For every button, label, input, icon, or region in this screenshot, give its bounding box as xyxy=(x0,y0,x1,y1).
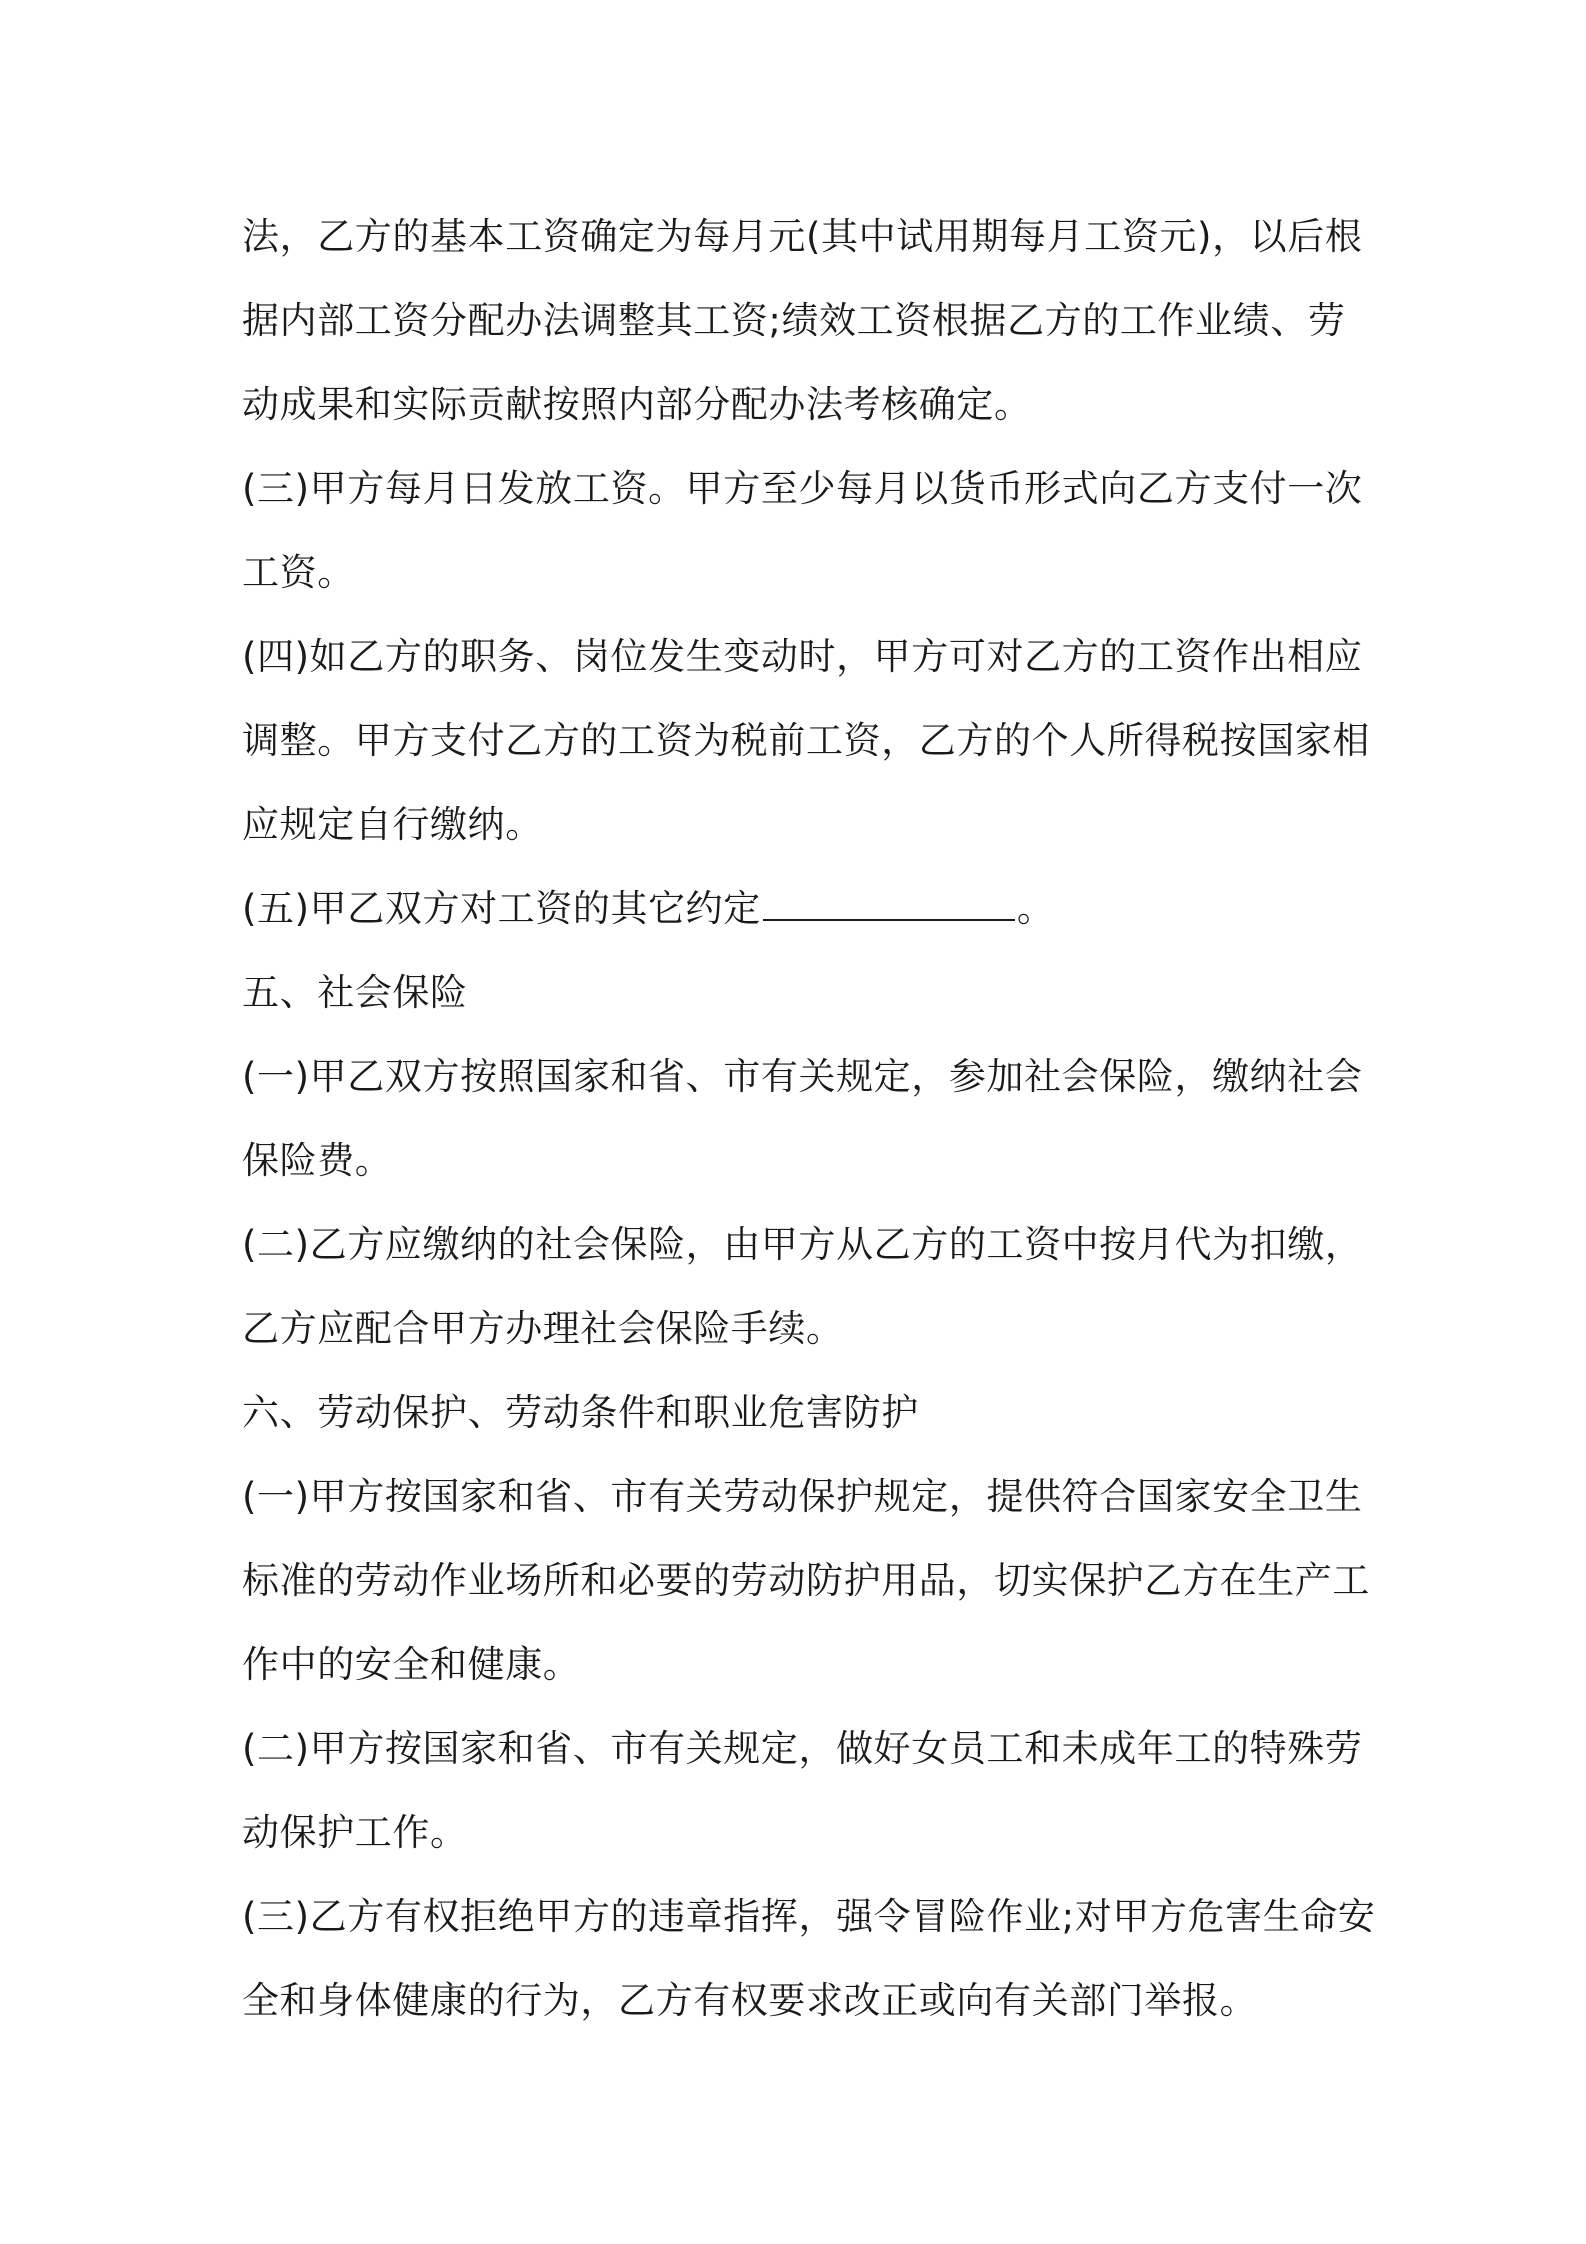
clause-text: (五)甲乙双方对工资的其它约定 xyxy=(242,887,761,930)
text-line: (二)乙方应缴纳的社会保险，由甲方从乙方的工资中按月代为扣缴， xyxy=(242,1223,1363,1266)
text-line: (一)甲方按国家和省、市有关劳动保护规定，提供符合国家安全卫生 xyxy=(242,1475,1363,1518)
text-line-with-blank xyxy=(242,867,1357,951)
text-line: (一)甲乙双方按照国家和省、市有关规定，参加社会保险，缴纳社会 xyxy=(242,1055,1363,1098)
text-line: 法，乙方的基本工资确定为每月元(其中试用期每月工资元)，以后根 xyxy=(242,215,1363,258)
text-line: 保险费。 xyxy=(242,1139,393,1182)
text-line: 标准的劳动作业场所和必要的劳动防护用品，切实保护乙方在生产工 xyxy=(242,1559,1370,1602)
section-heading: 六、劳动保护、劳动条件和职业危害防护 xyxy=(242,1391,919,1434)
text-line: 应规定自行缴纳。 xyxy=(242,803,543,846)
text-line: (三)甲方每月日发放工资。甲方至少每月以货币形式向乙方支付一次 xyxy=(242,467,1363,510)
document-body xyxy=(242,195,1376,2043)
text-line: 调整。甲方支付乙方的工资为税前工资，乙方的个人所得税按国家相 xyxy=(242,719,1370,762)
text-line: 据内部工资分配办法调整其工资;绩效工资根据乙方的工作业绩、劳 xyxy=(242,299,1346,342)
text-line: 全和身体健康的行为，乙方有权要求改正或向有关部门举报。 xyxy=(242,1979,1258,2022)
text-line: 工资。 xyxy=(242,551,355,594)
text-line: 乙方应配合甲方办理社会保险手续。 xyxy=(242,1307,844,1350)
text-line: 动保护工作。 xyxy=(242,1811,468,1854)
section-heading: 五、社会保险 xyxy=(242,971,468,1014)
text-line: (三)乙方有权拒绝甲方的违章指挥，强令冒险作业;对甲方危害生命安 xyxy=(242,1895,1376,1938)
fill-in-blank xyxy=(763,889,1015,921)
text-line: (二)甲方按国家和省、市有关规定，做好女员工和未成年工的特殊劳 xyxy=(242,1727,1363,1770)
text-line: (四)如乙方的职务、岗位发生变动时，甲方可对乙方的工资作出相应 xyxy=(242,635,1363,678)
text-line: 动成果和实际贡献按照内部分配办法考核确定。 xyxy=(242,383,1032,426)
text-line: 作中的安全和健康。 xyxy=(242,1643,581,1686)
clause-end-punct: 。 xyxy=(1016,887,1055,930)
